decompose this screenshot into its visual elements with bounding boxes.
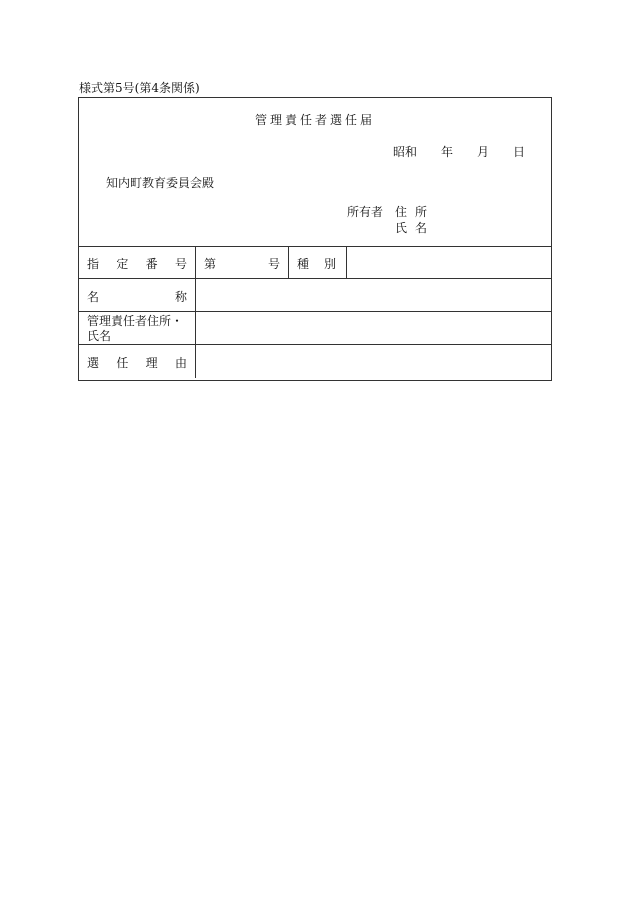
go-label: 号 [267,257,280,271]
kind-label: 種 別 [297,257,336,271]
reason-row [79,345,551,378]
manager-label-cell [79,312,196,344]
form-number: 様式第5号(第4条関係) [79,81,200,95]
form-title: 管理責任者選任届 [254,113,375,127]
designation-row [79,246,551,279]
date-day: 日 [513,145,526,159]
form-header [79,98,551,247]
designation-label-cell [79,246,196,278]
date-year: 年 [441,145,454,159]
owner-address-label: 住所 [395,205,436,219]
designation-number-cell [196,246,289,278]
reason-label-cell [79,345,196,378]
manager-label: 管理責任者住所・氏名 [87,314,184,343]
owner-name-label: 氏名 [395,221,436,235]
designation-label: 指 定 番 号 [87,257,187,271]
name-label-cell [79,279,196,311]
date-era: 昭和 [393,145,418,159]
date-month: 月 [477,145,490,159]
name-row [79,279,551,312]
dai-label: 第 [204,257,217,271]
notification-form [78,97,552,381]
kind-label-cell [289,246,347,278]
manager-row [79,312,551,345]
reason-label: 選 任 理 由 [87,356,187,370]
name-label: 名 称 [87,290,187,304]
owner-label: 所有者 [347,205,384,219]
addressee: 知内町教育委員会殿 [106,176,215,190]
